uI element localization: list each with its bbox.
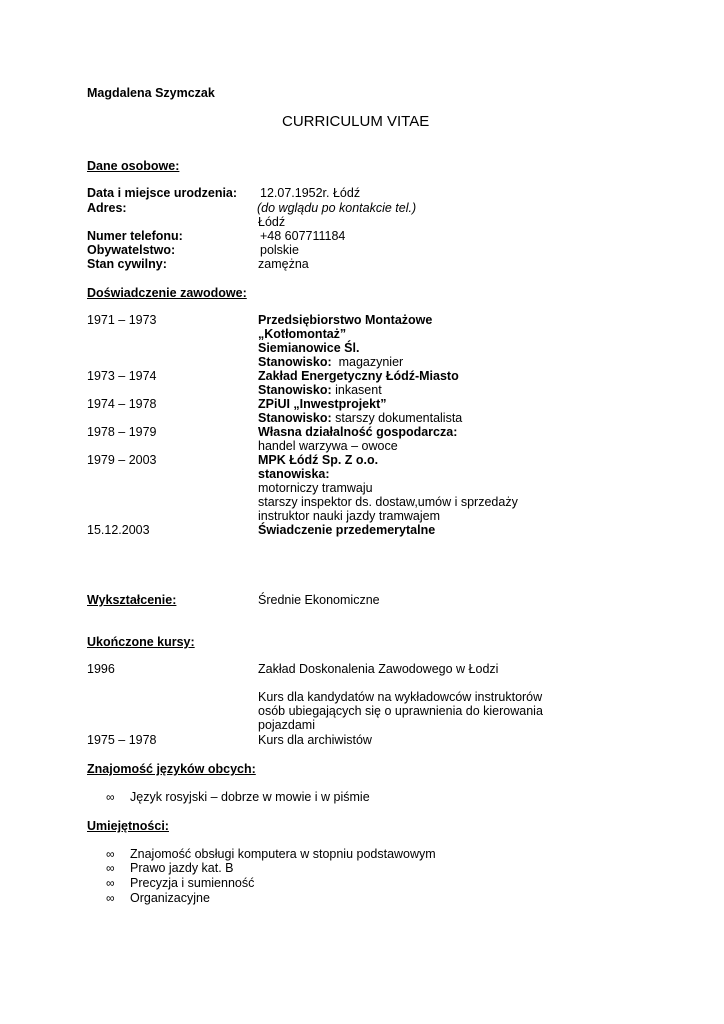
experience-roles-label: stanowiska: (258, 467, 330, 481)
courses-heading: Ukończone kursy: (87, 635, 195, 649)
bullet-icon: ∞ (106, 790, 115, 804)
experience-role: handel warzywa – owoce (258, 439, 398, 453)
bullet-icon: ∞ (106, 891, 115, 905)
skills-heading: Umiejętności: (87, 819, 169, 833)
course-line: Zakład Doskonalenia Zawodowego w Łodzi (258, 662, 499, 676)
birth-label: Data i miejsce urodzenia: (87, 186, 238, 200)
experience-company: Własna działalność gospodarcza: (258, 425, 458, 439)
experience-role: starszy inspektor ds. dostaw,umów i sprzedaży (258, 495, 518, 509)
experience-period: 15.12.2003 (87, 523, 150, 537)
course-line: pojazdami (258, 718, 315, 732)
experience-period: 1971 – 1973 (87, 313, 157, 327)
bullet-icon: ∞ (106, 861, 115, 875)
experience-period: 1979 – 2003 (87, 453, 157, 467)
experience-role: instruktor nauki jazdy tramwajem (258, 509, 441, 523)
course-line: Kurs dla kandydatów na wykładowców instruktorów (258, 690, 543, 704)
role-value: inkasent (335, 383, 382, 397)
experience-role: motorniczy tramwaju (258, 481, 373, 495)
marital-label: Stan cywilny: (87, 257, 167, 271)
education-heading: Wykształcenie: (87, 593, 177, 607)
role-value: magazynier (338, 355, 404, 369)
languages-heading: Znajomość języków obcych: (87, 762, 256, 776)
experience-period: 1978 – 1979 (87, 425, 157, 439)
language-item: Język rosyjski – dobrze w mowie i w piśmie (130, 790, 370, 804)
citizenship-label: Obywatelstwo: (87, 243, 176, 257)
role-label: Stanowisko: (258, 383, 332, 397)
experience-role (258, 411, 462, 425)
experience-company: Siemianowice Śl. (258, 341, 360, 355)
experience-period: 1974 – 1978 (87, 397, 157, 411)
skill-item: Prawo jazdy kat. B (130, 861, 234, 875)
experience-heading: Doświadczenie zawodowe: (87, 286, 247, 300)
experience-company: „Kotłomontaż” (258, 327, 347, 341)
role-value: starszy dokumentalista (335, 411, 463, 425)
phone-value: +48 607711184 (260, 229, 346, 243)
role-label: Stanowisko: (258, 355, 332, 369)
citizenship-value: polskie (260, 243, 299, 257)
skill-item: Znajomość obsługi komputera w stopniu podstawowym (130, 847, 436, 861)
document-title: CURRICULUM VITAE (282, 113, 430, 130)
experience-role (258, 355, 403, 369)
experience-period: 1973 – 1974 (87, 369, 157, 383)
bullet-icon: ∞ (106, 876, 115, 890)
experience-company: MPK Łódź Sp. Z o.o. (258, 453, 379, 467)
skill-item: Precyzja i sumienność (130, 876, 255, 890)
course-line: Kurs dla archiwistów (258, 733, 372, 747)
experience-role (258, 383, 382, 397)
personal-heading: Dane osobowe: (87, 159, 180, 173)
course-line: osób ubiegających się o uprawnienia do kierowania (258, 704, 543, 718)
birth-value: 12.07.1952r. Łódź (260, 186, 361, 200)
person-name: Magdalena Szymczak (87, 86, 215, 100)
address-value: (do wglądu po kontakcie tel.) (257, 201, 417, 215)
role-label: Stanowisko: (258, 411, 332, 425)
education-value: Średnie Ekonomiczne (258, 593, 380, 607)
experience-company: ZPiUI „Inwestprojekt” (258, 397, 387, 411)
address-label: Adres: (87, 201, 127, 215)
skill-item: Organizacyjne (130, 891, 210, 905)
experience-company: Zakład Energetyczny Łódź-Miasto (258, 369, 459, 383)
marital-value: zamężna (258, 257, 309, 271)
experience-company: Świadczenie przedemerytalne (258, 523, 436, 537)
course-year: 1975 – 1978 (87, 733, 157, 747)
address-city: Łódź (258, 215, 286, 229)
phone-label: Numer telefonu: (87, 229, 183, 243)
experience-company: Przedsiębiorstwo Montażowe (258, 313, 433, 327)
course-year: 1996 (87, 662, 115, 676)
bullet-icon: ∞ (106, 847, 115, 861)
